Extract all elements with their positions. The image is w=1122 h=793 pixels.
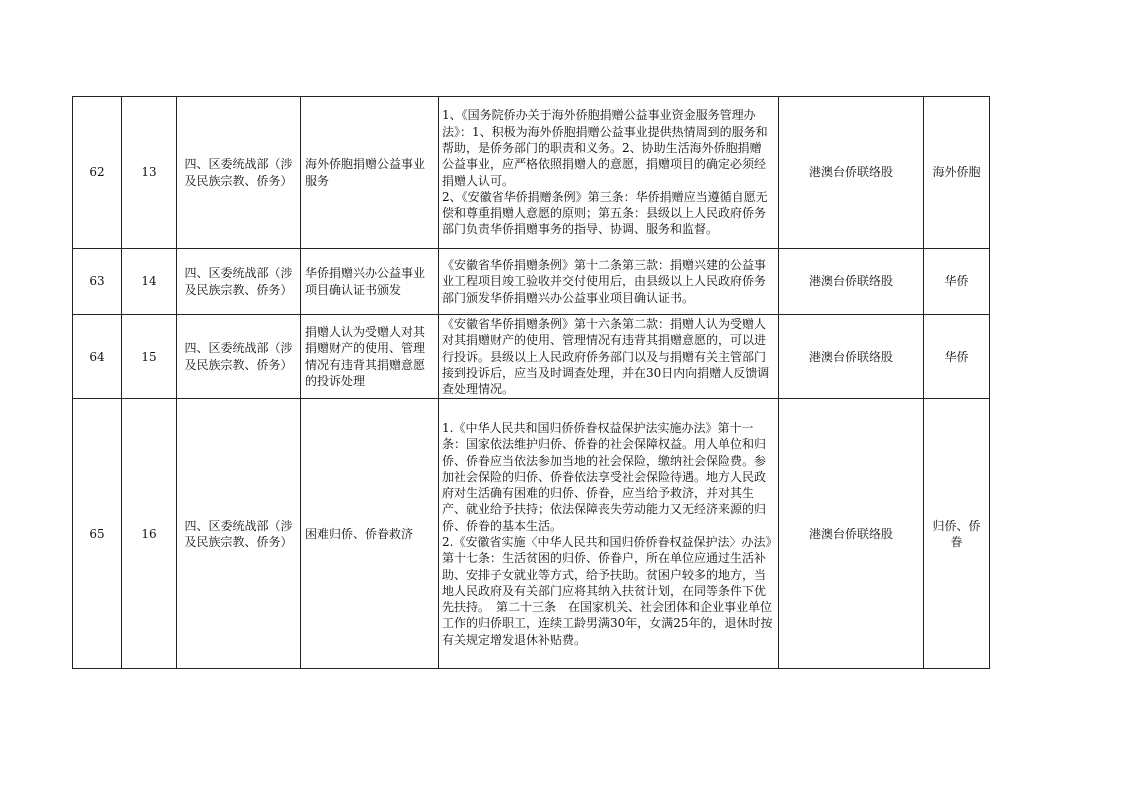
table-row <box>73 97 990 249</box>
responsible-office-cell: 港澳台侨联络股 <box>779 97 924 249</box>
legal-basis-cell: 《安徽省华侨捐赠条例》第十二条第三款：捐赠兴建的公益事业工程项目竣工验收并交付使用后，由县级以上人民政府侨务部门颁发华侨捐赠兴办公益事业项目确认证书。 <box>439 249 779 315</box>
public-service-items-table <box>72 96 990 669</box>
service-item-cell: 海外侨胞捐赠公益事业服务 <box>301 97 439 249</box>
department-cell: 四、区委统战部（涉及民族宗教、侨务） <box>177 249 301 315</box>
row-sub-number: 13 <box>122 97 177 249</box>
service-item-cell: 华侨捐赠兴办公益事业项目确认证书颁发 <box>301 249 439 315</box>
legal-basis-cell: 《安徽省华侨捐赠条例》第十六条第二款：捐赠人认为受赠人对其捐赠财产的使用、管理情况有违背其捐赠意愿的，可以进行投诉。县级以上人民政府侨务部门以及与捐赠有关主管部门接到投诉后，应当及时调查处理，并在30日内向捐赠人反馈调查处理情况。 <box>439 315 779 399</box>
row-sequence-number: 65 <box>73 399 122 669</box>
table-row <box>73 249 990 315</box>
responsible-office-cell: 港澳台侨联络股 <box>779 249 924 315</box>
service-target-cell: 华侨 <box>924 315 990 399</box>
service-target-cell: 华侨 <box>924 249 990 315</box>
service-target-cell: 海外侨胞 <box>924 97 990 249</box>
table-body <box>73 97 990 669</box>
department-cell: 四、区委统战部（涉及民族宗教、侨务） <box>177 97 301 249</box>
row-sequence-number: 64 <box>73 315 122 399</box>
table-row <box>73 399 990 669</box>
responsible-office-cell: 港澳台侨联络股 <box>779 315 924 399</box>
service-target-cell: 归侨、侨眷 <box>924 399 990 669</box>
row-sequence-number: 63 <box>73 249 122 315</box>
row-sequence-number: 62 <box>73 97 122 249</box>
row-sub-number: 16 <box>122 399 177 669</box>
responsible-office-cell: 港澳台侨联络股 <box>779 399 924 669</box>
row-sub-number: 14 <box>122 249 177 315</box>
service-item-cell: 捐赠人认为受赠人对其捐赠财产的使用、管理情况有违背其捐赠意愿的投诉处理 <box>301 315 439 399</box>
table-row <box>73 315 990 399</box>
legal-basis-cell: 1.《中华人民共和国归侨侨眷权益保护法实施办法》第十一条：国家依法维护归侨、侨眷的社会保障权益。用人单位和归侨、侨眷应当依法参加当地的社会保险，缴纳社会保险费。参加社会保险的归侨、侨眷依法享受社会保险待遇。地方人民政府对生活确有困难的归侨、侨眷，应当给予救济，并对其生产、就业给予扶持；依法保障丧失劳动能力又无经济来源的归侨、侨眷的基本生活。 2.《安徽省实施〈中华人民共和国归侨侨眷权益保护法〉办法》第十七条：生活贫困的归侨、侨眷户，所在单位应通过生活补助、安排子女就业等方式，给予扶助。贫困户较多的地方，当地人民政府及有关部门应将其纳入扶贫计划，在同等条件下优先扶持。 第二十三条 在国家机关、社会团体和企业事业单位工作的归侨职工，连续工龄男满30年，女满25年的，退休时按有关规定增发退休补贴费。 <box>439 399 779 669</box>
row-sub-number: 15 <box>122 315 177 399</box>
department-cell: 四、区委统战部（涉及民族宗教、侨务） <box>177 315 301 399</box>
legal-basis-cell: 1、《国务院侨办关于海外侨胞捐赠公益事业资金服务管理办法》：1、积极为海外侨胞捐赠公益事业提供热情周到的服务和帮助，是侨务部门的职责和义务。2、协助生活海外侨胞捐赠公益事业，应严格依照捐赠人的意愿，捐赠项目的确定必须经捐赠人认可。 2、《安徽省华侨捐赠条例》第三条：华侨捐赠应当遵循自愿无偿和尊重捐赠人意愿的原则；第五条：县级以上人民政府侨务部门负责华侨捐赠事务的指导、协调、服务和监督。 <box>439 97 779 249</box>
service-item-cell: 困难归侨、侨眷救济 <box>301 399 439 669</box>
department-cell: 四、区委统战部（涉及民族宗教、侨务） <box>177 399 301 669</box>
